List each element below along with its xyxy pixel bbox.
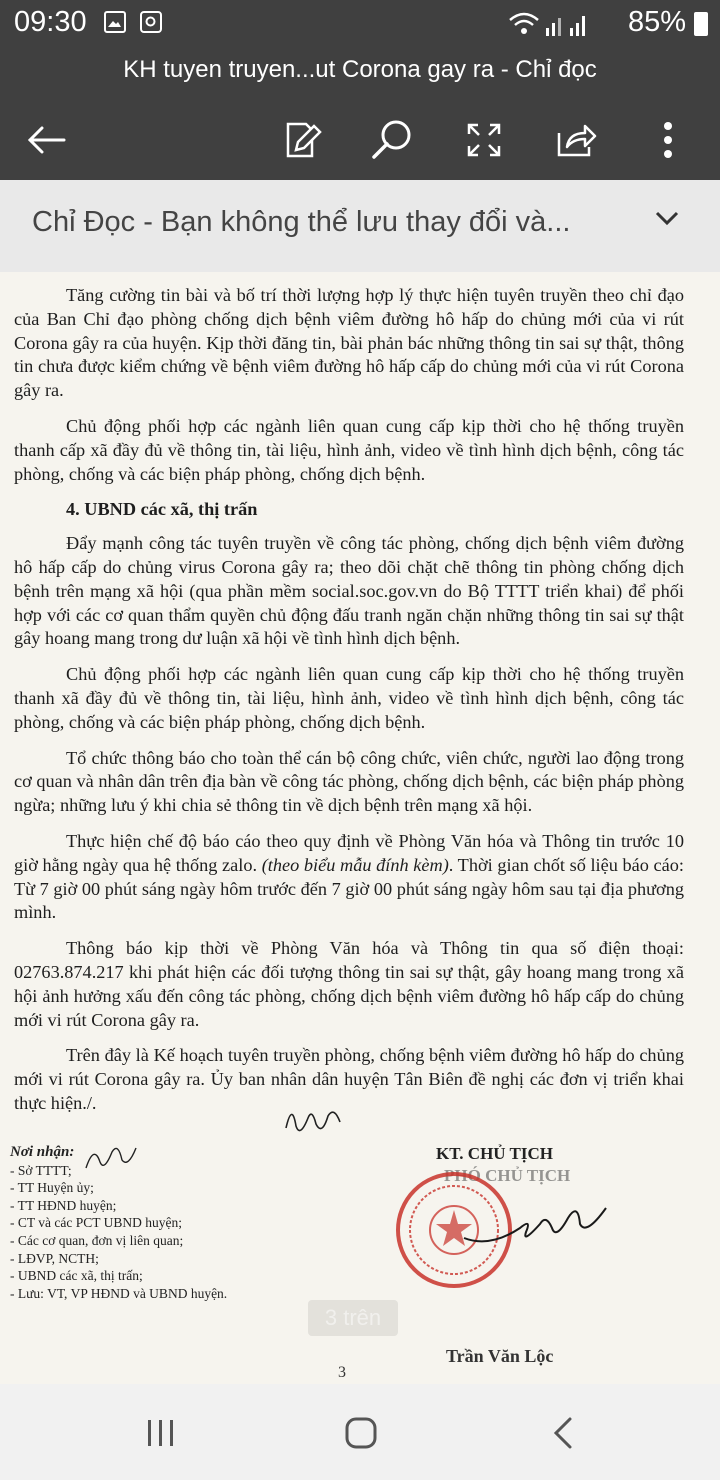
paragraph: Chủ động phối hợp các ngành liên quan cung cấp kịp thời cho hệ thống truyền thanh xã đầy đủ về thông tin, tài liệu, hình ảnh, video về tình hình dịch bệnh, công tác phòng, chống và các biện pháp phòng, chống dịch bệnh.	[14, 664, 684, 732]
battery-level: 85%	[627, 6, 686, 38]
wifi-signal-icon	[508, 10, 588, 38]
signature-subtitle: PHÓ CHỦ TỊCH	[444, 1166, 571, 1185]
expand-banner-button[interactable]	[654, 210, 680, 231]
document-body	[14, 284, 684, 1128]
system-nav-bar	[0, 1384, 720, 1480]
clock-notification-icon	[140, 11, 162, 33]
recipient-item: - TT Huyện ủy;	[10, 1180, 94, 1196]
edit-pen-icon	[282, 120, 322, 160]
paragraph: Đẩy mạnh công tác tuyên truyền về công tác phòng, chống dịch bệnh viêm đường hô hấp cấp do chủng virus Corona gây ra; theo dõi chặt chẽ thông tin phòng chống dịch bệnh trên mạng xã hội (qua phần mềm social.soc.gov.vn do Bộ TTTT triển khai) để phối hợp với các cơ quan thẩm quyền chủ động đấu tranh ngăn chặn những thông tin sai sự thật gây hoang mang trong dư luận xã hội về tình hình dịch bệnh.	[14, 533, 684, 649]
recipient-item: - Sở TTTT;	[10, 1162, 72, 1178]
gallery-notification-icon	[104, 11, 126, 33]
share-icon	[555, 121, 597, 159]
readonly-banner	[0, 180, 720, 273]
initials-signature	[282, 1098, 352, 1148]
document-page[interactable]	[0, 272, 720, 1384]
recipient-item: - TT HĐND huyện;	[10, 1197, 117, 1213]
section-heading: 4. UBND các xã, thị trấn	[66, 499, 258, 520]
paragraph: Tổ chức thông báo cho toàn thể cán bộ công chức, viên chức, người lao động trong cơ quan và nhân dân trên địa bàn về công tác phòng, chống dịch bệnh, các biện pháp phòng ngừa; những lưu ý khi chia sẻ thông tin về dịch bệnh trên mạng xã hội.	[14, 747, 684, 816]
paragraph	[14, 830, 684, 925]
paragraph-text: . Thời gian chốt số liệu báo cáo: Từ 7 giờ 00 phút sáng ngày hôm trước đến 7 giờ 00 phút sáng ngày hôm sau tại địa phương mình.	[14, 854, 684, 923]
signer-name: Trần Văn Lộc	[446, 1346, 554, 1366]
recipient-item: - UBND các xã, thị trấn;	[10, 1268, 143, 1284]
recipients-heading: Nơi nhận:	[10, 1144, 75, 1160]
paragraph-emphasis: (theo biểu mẫu đính kèm)	[261, 854, 449, 875]
fullscreen-button[interactable]	[454, 110, 514, 170]
signature-title: KT. CHỦ TỊCH	[436, 1144, 553, 1163]
recipient-item: - LĐVP, NCTH;	[10, 1250, 99, 1266]
recipients-list	[10, 1144, 310, 1302]
battery-icon	[694, 12, 708, 36]
recent-apps-icon	[145, 1418, 177, 1448]
fullscreen-icon	[466, 122, 502, 158]
nav-back-button[interactable]	[538, 1408, 588, 1458]
paragraph: Tăng cường tin bài và bố trí thời lượng hợp lý thực hiện tuyên truyền theo chỉ đạo của Ban Chỉ đạo phòng chống dịch bệnh viêm đường hô hấp do chủng mới của vi rút Corona gây ra của huyện. Kịp thời đăng tin, bài phản bác những thông tin sai sự thật, thông tin chưa được kiểm chứng về bệnh viêm đường hô hấp cấp do chủng mới của vi rút Corona gây ra.	[14, 285, 684, 401]
recent-apps-button[interactable]	[136, 1408, 186, 1458]
status-time: 09:30	[14, 6, 87, 38]
app-toolbar	[0, 48, 720, 180]
back-button[interactable]	[16, 110, 76, 170]
page-indicator: 3 trên	[308, 1300, 398, 1336]
recipient-item: - Lưu: VT, VP HĐND và UBND huyện.	[10, 1285, 228, 1301]
home-icon	[344, 1416, 378, 1450]
document-title: KH tuyen truyen...ut Corona gay ra - Chỉ đọc	[123, 56, 597, 83]
chevron-down-icon	[654, 210, 680, 226]
paragraph: Thông báo kịp thời về Phòng Văn hóa và Thông tin qua số điện thoại: 02763.874.217 khi phát hiện các đối tượng thông tin sai sự thật, gây hoang mang trong xã hội ảnh hưởng xấu đến công tác phòng, chống dịch bệnh viêm đường hô hấp cấp do chủng mới vi rút Corona gây ra.	[14, 938, 684, 1030]
recipient-item: - CT và các PCT UBND huyện;	[10, 1215, 182, 1231]
paragraph: Trên đây là Kế hoạch tuyên truyền phòng, chống bệnh viêm đường hô hấp do chủng mới vi rút Corona gây ra. Ủy ban nhân dân huyện Tân Biên đề nghị các đơn vị triển khai thực hiện./.	[14, 1045, 684, 1113]
back-icon	[552, 1416, 574, 1450]
back-arrow-icon	[26, 125, 66, 155]
edit-button[interactable]	[272, 110, 332, 170]
paragraph-text: Thực hiện chế độ báo cáo theo quy định về Phòng Văn hóa và Thông tin trước 10 giờ hằng ngày qua hệ thống zalo.	[14, 830, 684, 875]
share-button[interactable]	[546, 110, 606, 170]
more-vert-icon	[662, 120, 674, 160]
more-options-button[interactable]	[638, 110, 698, 170]
search-icon	[371, 119, 413, 161]
search-button[interactable]	[362, 110, 422, 170]
status-bar	[0, 0, 720, 48]
readonly-message: Chỉ Đọc - Bạn không thể lưu thay đổi và...	[32, 206, 571, 238]
page-number: 3	[338, 1364, 346, 1381]
paragraph: Chủ động phối hợp các ngành liên quan cung cấp kịp thời cho hệ thống truyền thanh cấp xã đầy đủ về thông tin, tài liệu, hình ảnh, video về tình hình dịch bệnh, công tác phòng, chống và các biện pháp phòng, chống dịch bệnh.	[14, 415, 684, 484]
handwritten-signature	[460, 1188, 610, 1258]
home-button[interactable]	[336, 1408, 386, 1458]
recipient-item: - Các cơ quan, đơn vị liên quan;	[10, 1232, 184, 1248]
